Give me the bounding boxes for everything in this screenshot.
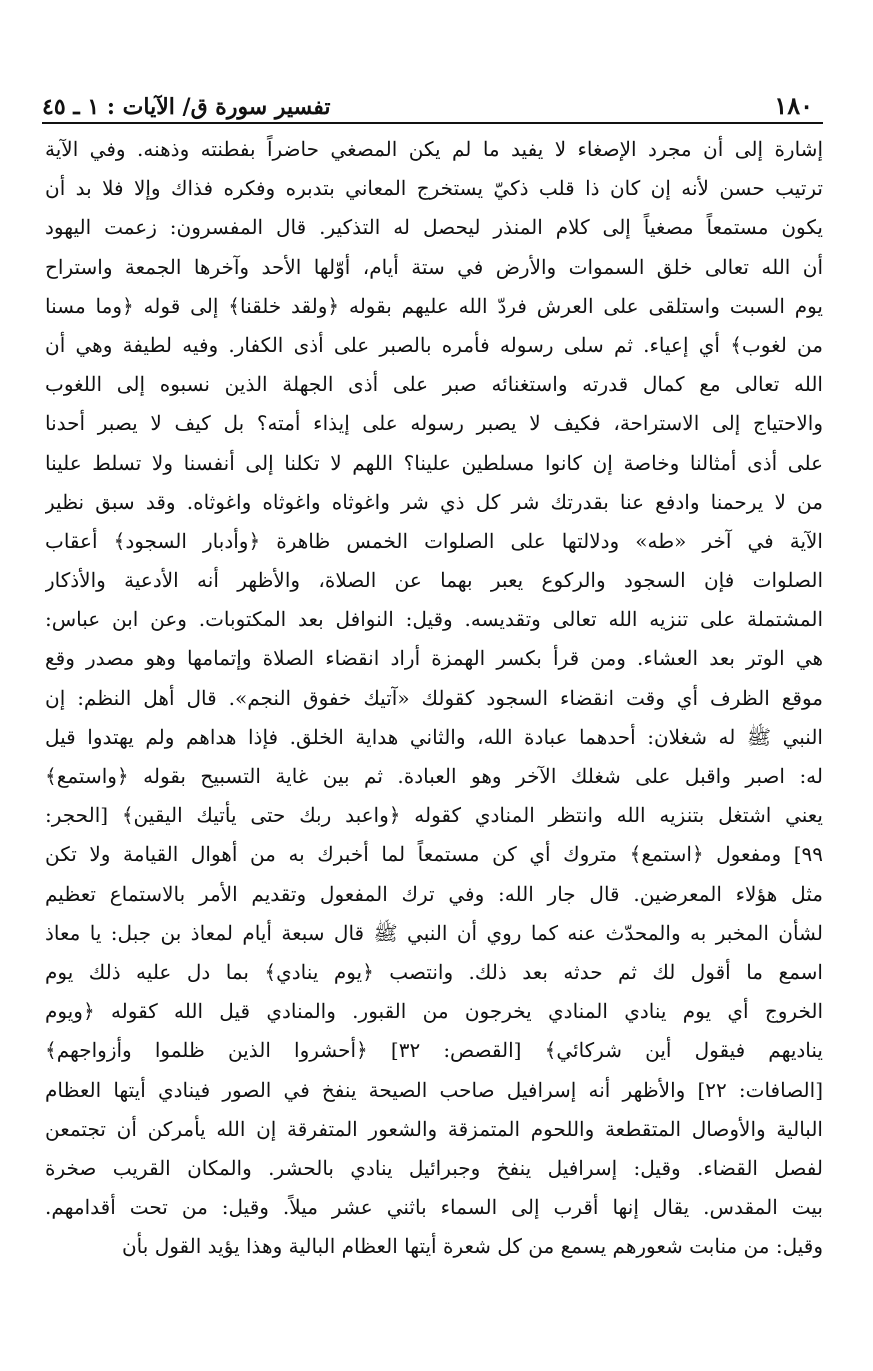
text-line: الصلوات فإن السجود والركوع يعبر بهما عن الصلاة، والأظهر أنه الأدعية والأذكار <box>45 568 823 593</box>
text-line: الآية في آخر «طه» ودلالتها على الصلوات الخمس ظاهرة ﴿وأدبار السجود﴾ أعقاب <box>45 528 823 553</box>
running-title: تفسير سورة ق/ الآيات : ١ ـ ٤٥ <box>42 94 331 120</box>
text-line: الله تعالى مع كمال قدرته واستغنائه صبر على أذى الجهلة الذين نسبوه إلى اللغوب <box>45 372 823 397</box>
text-line: يوم السبت واستلقى على العرش فردّ الله عليهم بقوله ﴿ولقد خلقنا﴾ إلى قوله ﴿وما مسنا <box>45 293 823 318</box>
text-line: بيت المقدس. يقال إنها أقرب إلى السماء باثني عشر ميلاً. وقيل: من تحت أقدامهم. <box>45 1195 823 1220</box>
text-line: البالية والأوصال المتقطعة واللحوم المتمزقة والشعور المتفرقة إن الله يأمركن أن تجتمعن <box>45 1116 823 1141</box>
text-line: المشتملة على تنزيه الله تعالى وتقديسه. وقيل: النوافل بعد المكتوبات. وعن ابن عباس: <box>45 607 823 632</box>
text-line: مثل هؤلاء المعرضين. قال جار الله: وفي ترك المفعول وتقديم الأمر بالاستماع تعظيم <box>45 881 823 906</box>
text-line: [الصافات: ٢٢] والأظهر أنه إسرافيل صاحب الصيحة ينفخ في الصور فينادي أيتها العظام <box>45 1077 823 1102</box>
text-line: يناديهم فيقول أين شركائي﴾ [القصص: ٣٢] ﴿أحشروا الذين ظلموا وأزواجهم﴾ <box>45 1038 823 1063</box>
text-line: هي الوتر بعد العشاء. ومن قرأ بكسر الهمزة أراد انقضاء الصلاة وإتمامها وهو مصدر وقع <box>45 646 823 671</box>
text-line: أن الله تعالى خلق السموات والأرض في ستة أيام، أوّلها الأحد وآخرها الجمعة واستراح <box>45 254 823 279</box>
text-line: يعني اشتغل بتنزيه الله وانتظر المنادي كقوله ﴿واعبد ربك حتى يأتيك اليقين﴾ [الحجر: <box>45 803 823 828</box>
text-line: من لا يرحمنا وادفع عنا بقدرتك شر كل ذي شر واغوثاه واغوثاه واغوثاه. وقد سبق نظير <box>45 489 823 514</box>
running-header <box>42 80 813 120</box>
text-line: له: اصبر واقبل على شغلك الآخر وهو العبادة. ثم بين غاية التسبيح بقوله ﴿واستمع﴾ <box>45 764 823 788</box>
text-line: موقع الظرف أي وقت انقضاء السجود كقولك «آتيك خفوق النجم». قال أهل النظم: إن <box>45 685 823 710</box>
body-text <box>45 130 823 1266</box>
text-line: وقيل: من منابت شعورهم يسمع من كل شعرة أيتها العظام البالية وهذا يؤيد القول بأن <box>121 1234 823 1259</box>
text-line: ترتيب حسن لأنه إن كان ذا قلب ذكيّ يستخرج المعاني بتدبره وفكره فذاك وإلا فلا بد أن <box>45 176 823 201</box>
text-line: والاحتياج إلى الاستراحة، فكيف لا يصبر رسوله على إيذاء أمته؟ بل كيف لا يصبر أحدنا <box>45 411 823 436</box>
text-line: اسمع ما أقول لك ثم حدثه بعد ذلك. وانتصب ﴿يوم ينادي﴾ بما دل عليه ذلك يوم <box>45 959 823 984</box>
header-divider <box>42 122 823 124</box>
text-line: على أذى أمثالنا وخاصة إن كانوا مسلطين علينا؟ اللهم لا تكلنا إلى أنفسنا ولا تسلط علينا <box>45 450 823 475</box>
text-line: الخروج أي يوم ينادي المنادي يخرجون من القبور. والمنادي قيل الله كقوله ﴿ويوم <box>45 999 823 1024</box>
text-line: النبي ﷺ له شغلان: أحدهما عبادة الله، والثاني هداية الخلق. فإذا هداهم ولم يهتدوا قيل <box>45 724 823 749</box>
text-line: لفصل القضاء. وقيل: إسرافيل ينفخ وجبرائيل ينادي بالحشر. والمكان القريب صخرة <box>45 1155 823 1180</box>
text-line: إشارة إلى أن مجرد الإصغاء لا يفيد ما لم يكن المصغي حاضراً بفطنته وذهنه. وفي الآية <box>45 137 823 161</box>
page-number: ١٨٠ <box>774 91 813 120</box>
text-line: ٩٩] ومفعول ﴿استمع﴾ متروك أي كن مستمعاً لما أخبرك به من أهوال القيامة ولا تكن <box>45 842 823 867</box>
text-line: من لغوب﴾ أي إعياء. ثم سلى رسوله فأمره بالصبر على أذى الكفار. وفيه لطيفة وهي أن <box>45 332 823 357</box>
text-line: لشأن المخبر به والمحدّث عنه كما روي أن النبي ﷺ قال سبعة أيام لمعاذ بن جبل: يا معاذ <box>45 920 823 945</box>
text-line: يكون مستمعاً مصغياً إلى كلام المنذر ليحصل له التذكير. قال المفسرون: زعمت اليهود <box>45 215 823 240</box>
